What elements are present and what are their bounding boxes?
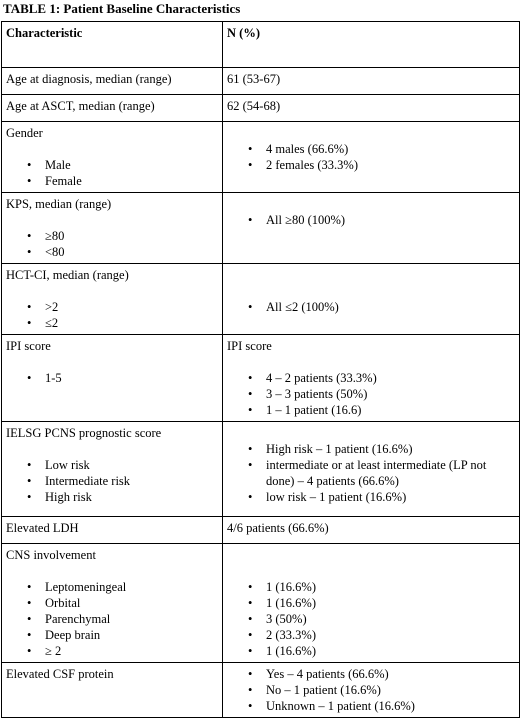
list-item: • 1 (16.6%) [227, 579, 515, 595]
list-item: • 3 – 3 patients (50%) [227, 386, 515, 402]
row-label: KPS, median (range) [6, 197, 112, 211]
row-label-cell [2, 122, 223, 193]
hctci-values [227, 299, 515, 315]
list-item: • Deep brain [6, 627, 218, 643]
list-item: • High risk [6, 489, 218, 505]
header-characteristic: Characteristic [2, 22, 223, 68]
row-label: Age at diagnosis, median (range) [2, 68, 223, 95]
ipi-values [227, 370, 515, 418]
list-item: • 2 females (33.3%) [227, 157, 515, 173]
csf-values [227, 666, 515, 714]
list-item: • intermediate or at least intermediate (LP not done) – 4 patients (66.6%) [227, 457, 515, 489]
kps-values [227, 212, 515, 228]
row-value-cell [223, 193, 520, 264]
row-label: HCT-CI, median (range) [6, 268, 129, 282]
list-item: • Male [6, 157, 218, 173]
row-label-cell [2, 544, 223, 663]
gender-list [6, 157, 218, 189]
table-row-age-asct [2, 95, 520, 122]
list-item: • All ≤2 (100%) [227, 299, 515, 315]
list-item: • <80 [6, 244, 218, 260]
ielsg-list [6, 457, 218, 505]
list-item: • Orbital [6, 595, 218, 611]
list-item: • 3 (50%) [227, 611, 515, 627]
list-item: • Female [6, 173, 218, 189]
kps-list [6, 228, 218, 260]
row-label: Elevated CSF protein [2, 663, 223, 718]
gender-values [227, 141, 515, 173]
row-label: Age at ASCT, median (range) [2, 95, 223, 122]
row-value-cell [223, 335, 520, 422]
hctci-list [6, 299, 218, 331]
row-label: Gender [6, 126, 43, 140]
list-item: • 4 males (66.6%) [227, 141, 515, 157]
ielsg-values [227, 441, 515, 505]
list-item: • Leptomeningeal [6, 579, 218, 595]
row-value-cell [223, 422, 520, 517]
list-item: • ≥ 2 [6, 643, 218, 659]
row-value-cell [223, 663, 520, 718]
row-label-cell [2, 422, 223, 517]
row-label: IELSG PCNS prognostic score [6, 426, 162, 440]
header-row [2, 22, 520, 68]
row-value-cell [223, 264, 520, 335]
table-row-ipi [2, 335, 520, 422]
row-value-cell [223, 122, 520, 193]
list-item: • 1-5 [6, 370, 218, 386]
list-item: • Yes – 4 patients (66.6%) [227, 666, 515, 682]
row-label-cell [2, 264, 223, 335]
list-item: • Unknown – 1 patient (16.6%) [227, 698, 515, 714]
row-label: IPI score [6, 339, 51, 353]
list-item: • High risk – 1 patient (16.6%) [227, 441, 515, 457]
list-item: • Parenchymal [6, 611, 218, 627]
list-item: • All ≥80 (100%) [227, 212, 515, 228]
ipi-value-heading: IPI score [227, 339, 272, 353]
row-value: 4/6 patients (66.6%) [223, 517, 520, 544]
list-item: • 1 – 1 patient (16.6) [227, 402, 515, 418]
row-value: 62 (54-68) [223, 95, 520, 122]
ipi-list [6, 370, 218, 386]
list-item: • low risk – 1 patient (16.6%) [227, 489, 515, 505]
row-value: 61 (53-67) [223, 68, 520, 95]
table-row-age-diagnosis [2, 68, 520, 95]
row-label: Elevated LDH [2, 517, 223, 544]
row-label-cell [2, 193, 223, 264]
table-row-ldh [2, 517, 520, 544]
list-item: • 1 (16.6%) [227, 643, 515, 659]
table-row-kps [2, 193, 520, 264]
cns-list [6, 579, 218, 659]
cns-values [227, 579, 515, 659]
table-row-csf [2, 663, 520, 718]
table-title: TABLE 1: Patient Baseline Characteristics [3, 1, 241, 16]
table-row-gender [2, 122, 520, 193]
list-item: • 1 (16.6%) [227, 595, 515, 611]
list-item: • 2 (33.3%) [227, 627, 515, 643]
header-value: N (%) [223, 22, 520, 68]
row-label-cell [2, 335, 223, 422]
list-item: • Intermediate risk [6, 473, 218, 489]
table-row-ielsg [2, 422, 520, 517]
list-item: • 4 – 2 patients (33.3%) [227, 370, 515, 386]
list-item: • Low risk [6, 457, 218, 473]
table-row-hctci [2, 264, 520, 335]
list-item: • ≥80 [6, 228, 218, 244]
row-label: CNS involvement [6, 548, 96, 562]
list-item: • >2 [6, 299, 218, 315]
row-value-cell [223, 544, 520, 663]
table-row-cns [2, 544, 520, 663]
baseline-characteristics-table [1, 21, 520, 718]
list-item: • No – 1 patient (16.6%) [227, 682, 515, 698]
list-item: • ≤2 [6, 315, 218, 331]
